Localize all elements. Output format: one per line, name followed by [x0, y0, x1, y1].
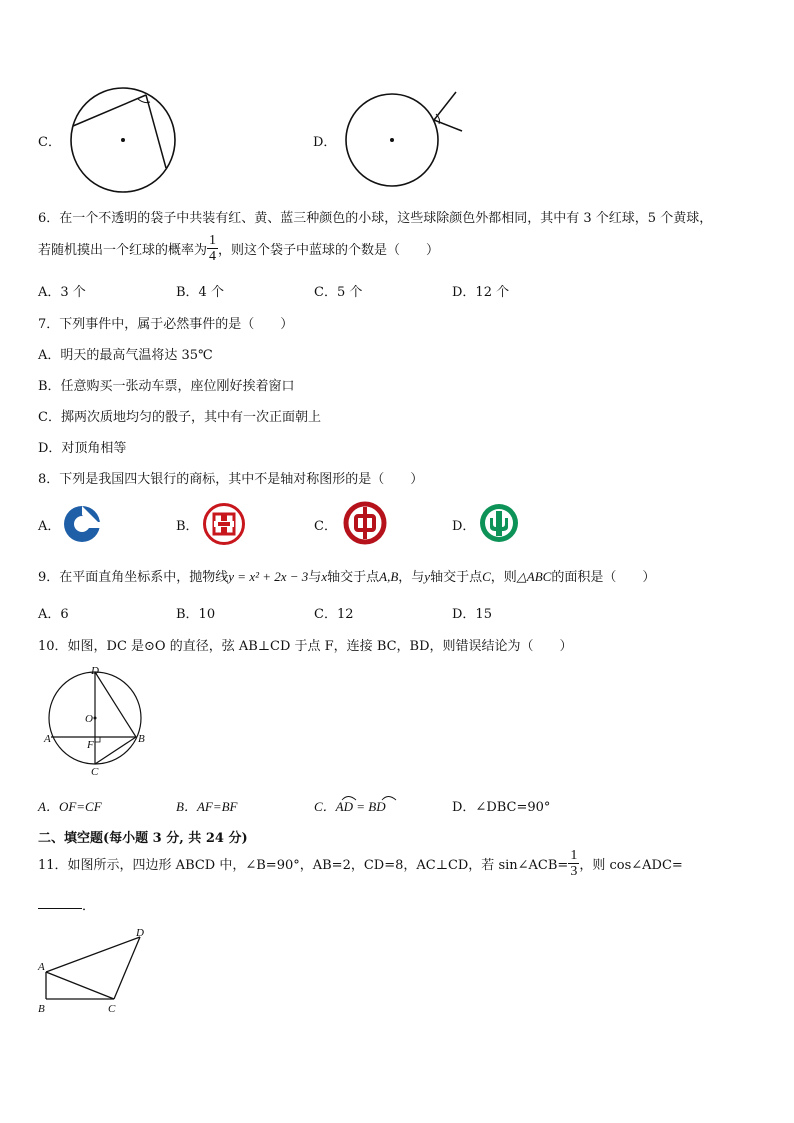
q11-sin-fraction	[568, 848, 579, 879]
q7-option-a: A．明天的最高气温将达 35℃	[38, 348, 213, 363]
q8-option-a-label: A．	[38, 519, 61, 534]
q9-stem-mid4: 轴交于点	[430, 570, 483, 585]
q10-label-d: D	[91, 665, 99, 677]
q9-stem-mid1: 与	[308, 570, 322, 585]
q10-label-c: C	[91, 766, 99, 778]
q9-x-var: x	[321, 569, 328, 584]
q9-y-var: y	[424, 569, 431, 584]
q10-option-b: B．AF=BF	[176, 799, 238, 814]
q7-stem: 7．下列事件中，属于必然事件的是（ ）	[38, 317, 294, 332]
q11-label-b: B	[38, 1003, 45, 1015]
q9-point-c: C	[482, 569, 491, 584]
q6-option-d: D．12 个	[452, 285, 510, 300]
q11-blank-end: ．	[82, 899, 96, 914]
q6-stem-post: ，则这个袋子中蓝球的个数是（ ）	[218, 243, 440, 258]
q9-option-d: D．15	[452, 607, 492, 622]
q10-option-c: C．AD = BD	[314, 799, 386, 814]
q11-frac-num: 1	[570, 848, 578, 863]
q6-probability-fraction	[207, 233, 218, 264]
q7-option-b: B．任意购买一张动车票，座位刚好挨着窗口	[38, 379, 295, 394]
q9-stem-mid5: ，则	[490, 570, 517, 585]
q6-frac-num: 1	[209, 233, 217, 248]
q9-stem-mid2: 轴交于点	[327, 570, 380, 585]
q7-option-c: C．掷两次质地均匀的骰子，其中有一次正面朝上	[38, 410, 321, 425]
q9-stem-pre: 9．在平面直角坐标系中，抛物线	[38, 570, 229, 585]
q9-stem-post: 的面积是（ ）	[551, 570, 656, 585]
q9-formula: y = x² + 2x − 3	[228, 569, 309, 584]
ccb-logo-icon	[62, 504, 102, 544]
q5-option-d-figure	[342, 90, 467, 190]
q9-stem	[38, 566, 655, 585]
q10-arc-marks	[340, 793, 400, 801]
q9-points-ab: A,B	[379, 569, 399, 584]
q10-label-o: O	[85, 713, 93, 725]
q11-label-a: A	[38, 961, 45, 973]
q11-stem-pre: 11．如图所示，四边形 ABCD 中，∠B=90°，AB=2，CD=8，AC⊥CD，若 sin∠ACB=	[38, 858, 569, 873]
q9-option-b: B．10	[176, 607, 216, 622]
q6-option-c: C．5 个	[314, 285, 363, 300]
q10-option-a: A．OF=CF	[38, 799, 102, 814]
q10-label-f: F	[87, 739, 94, 751]
abc-logo-icon	[478, 502, 520, 544]
q11-quadrilateral-figure	[32, 922, 162, 1022]
q8-option-c-label: C．	[314, 519, 337, 534]
q8-option-d-label: D．	[452, 519, 476, 534]
q5-option-c-label: C．	[38, 135, 61, 150]
q9-stem-mid3: ，与	[398, 570, 425, 585]
q6-option-b: B．4 个	[176, 285, 224, 300]
q8-stem: 8．下列是我国四大银行的商标，其中不是轴对称图形的是（ ）	[38, 472, 424, 487]
q10-stem: 10．如图，DC 是⊙O 的直径，弦 AB⊥CD 于点 F，连接 BC，BD，则错误结论为（ ）	[38, 639, 573, 654]
q6-frac-den: 4	[209, 249, 217, 264]
q11-frac-den: 3	[570, 864, 578, 879]
q10-circle-figure	[40, 665, 155, 780]
q10-label-a: A	[44, 733, 51, 745]
boc-logo-icon	[343, 501, 387, 545]
q5-option-d-label: D．	[313, 135, 337, 150]
q9-triangle: △ABC	[516, 569, 552, 584]
q11-label-c: C	[108, 1003, 116, 1015]
q8-option-b-label: B．	[176, 519, 199, 534]
q6-stem-line1: 6．在一个不透明的袋子中共装有红、黄、蓝三种颜色的小球，这些球除颜色外都相同，其中有 3 个红球，5 个黄球，	[38, 211, 713, 226]
q10-option-d: D．∠DBC=90°	[452, 800, 551, 815]
q6-stem-line2	[38, 233, 439, 264]
q5-option-c-figure	[66, 86, 181, 196]
q11-stem-post: ，则 cos∠ADC=	[579, 858, 683, 873]
q6-stem-pre: 若随机摸出一个红球的概率为	[38, 243, 208, 258]
q11-label-d: D	[136, 927, 144, 939]
q7-option-d: D．对顶角相等	[38, 441, 127, 456]
q9-option-c: C．12	[314, 607, 354, 622]
q6-option-a: A．3 个	[38, 285, 86, 300]
icbc-logo-icon	[202, 502, 246, 546]
q9-option-a: A．6	[38, 607, 69, 622]
section2-title: 二、填空题(每小题 3 分, 共 24 分)	[38, 831, 248, 846]
q11-answer-blank	[38, 898, 82, 909]
q10-label-b: B	[138, 733, 145, 745]
q11-stem	[38, 848, 683, 879]
